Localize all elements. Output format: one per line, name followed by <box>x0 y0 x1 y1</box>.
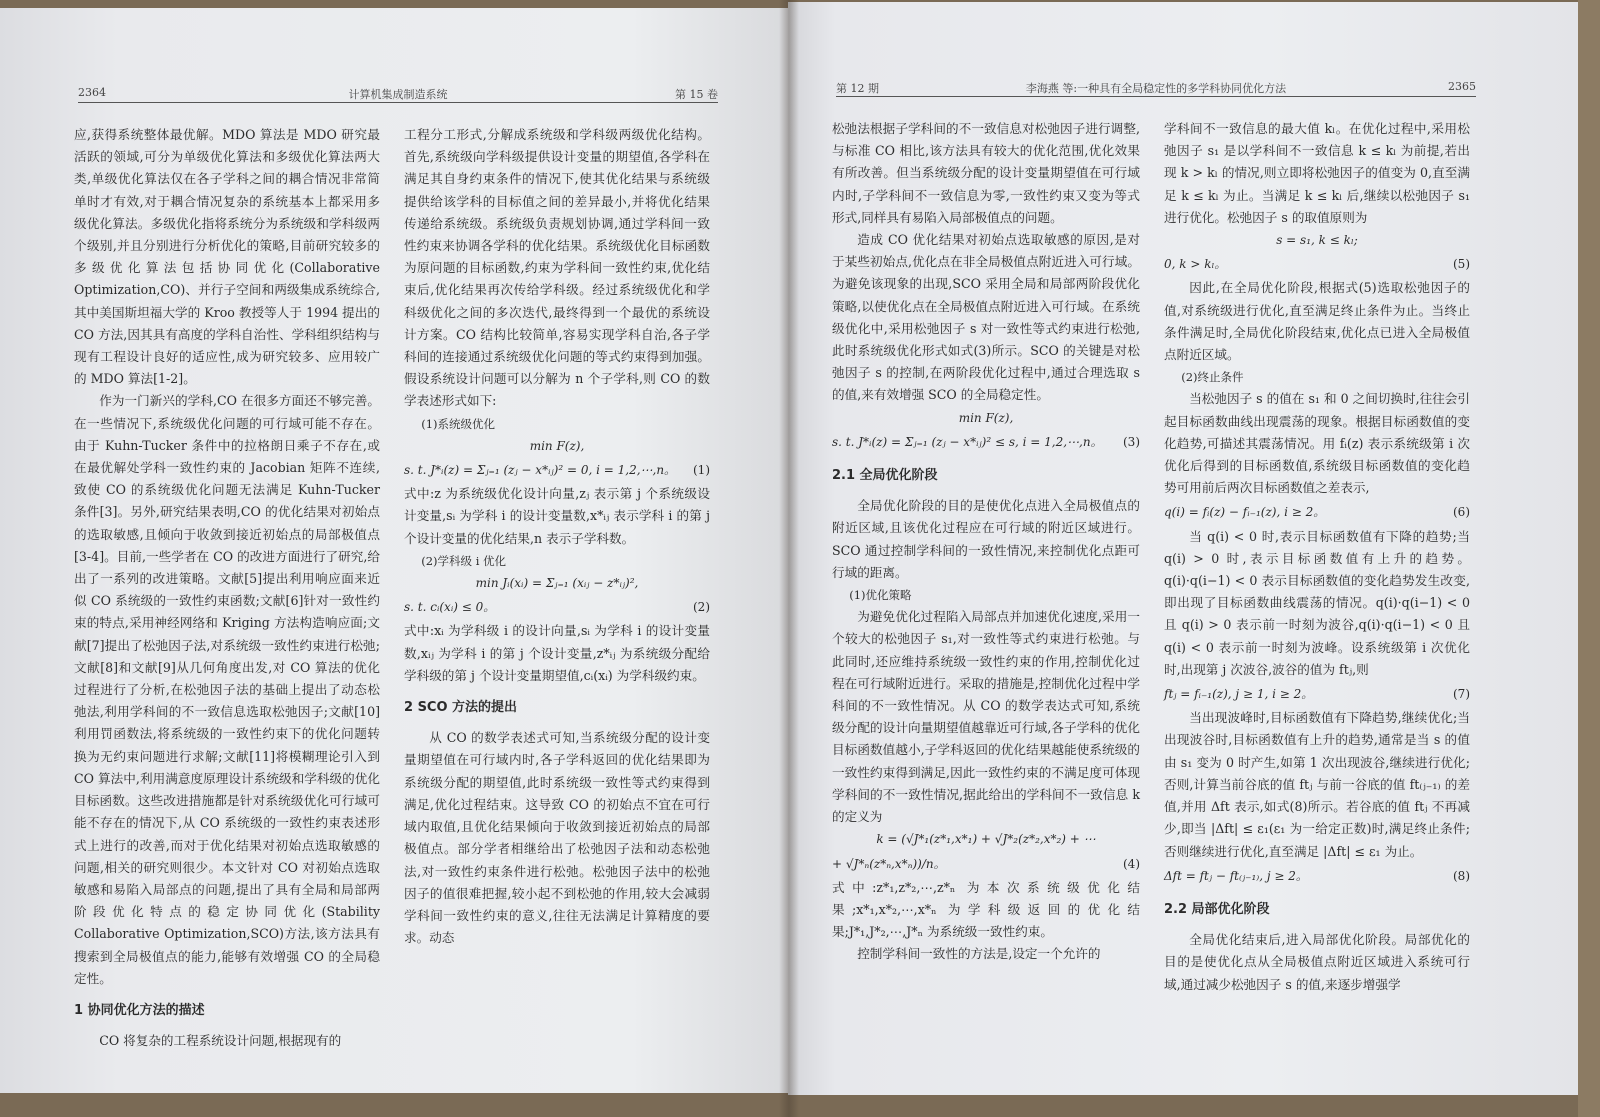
book-gutter <box>779 0 799 1117</box>
equation <box>1164 863 1470 889</box>
paragraph: 作为一门新兴的学科,CO 在很多方面还不够完善。在一些情况下,系统级优化问题的可行域可能不存在。由于 Kuhn-Tucker 条件中的拉格朗日乘子不存在,或在最优解处学科一致性约束的 Jacobian 矩阵不连续,致使 CO 的系统级优化问题无法满足 Kuhn-Tucker 条件[3]。另外,研究结果表明,CO 的优化结果对初始点的选取敏感,且倾向于收敛到接近初始点的局部极值点[3-4]。目前,一些学者在 CO 的改进方面进行了研究,给出了一系列的改进策略。文献[5]提出利用响应面来近似 CO 系统级的一致性约束函数;文献[6]针对一致性约束的特点,采用神经网络和 Kriging 方法构造响应面;文献[7]提出了松弛因子法,对系统级一致性约束进行松弛;文献[8]和文献[9]从几何角度出发,对 CO 算法的优化过程进行了分析,在松弛因子法的基础上提出了动态松弛法,利用学科间的不一致信息选取松弛因子;文献[10]利用罚函数法,将系统级的一致性约束下的优化问题转换为无约束问题进行求解;文献[11]将模糊理论引入到 CO 算法中,利用满意度原理设计系统级和学科级的优化目标函数。这些改进措施都是针对系统级优化可行域可能不存在的情况下,从 CO 系统级的一致性约束表述形式上进行的改善,而对于优化结果对初始点选取敏感的问题,相关的研究则很少。本文针对 CO 对初始点选取敏感和易陷入局部点的问题,提出了具有全局和局部两阶段优化特点的稳定协同优化(Stability Collaborative Optimization,SCO)方法,该方法具有搜索到全局极值点的能力,能够有效增强 CO 的全局稳定性。 <box>74 393 380 986</box>
paragraph: 式中:z*₁,z*₂,⋯,z*ₙ 为本次系统级优化结果;x*₁,x*₂,⋯,x*ₙ 为学科级返回的优化结果;J*₁,J*₂,⋯,J*ₙ 为系统级一致性约束。 <box>832 879 1140 940</box>
subheading: (2)学科级 i 优化 <box>421 553 507 568</box>
equation <box>404 457 710 483</box>
equation-body: + √J*ₙ(z*ₙ,x*ₙ))/n。 <box>832 856 946 871</box>
section-heading: 2 SCO 方法的提出 <box>404 700 518 716</box>
equation: min F(z), <box>529 438 585 453</box>
equation <box>832 429 1140 455</box>
paragraph: 式中:xᵢ 为学科级 i 的设计向量,sᵢ 为学科 i 的设计变量数,xᵢⱼ 为学科 i 的第 j 个设计变量,z*ᵢⱼ 为系统级分配给学科级的第 j 个设计变量期望值,cᵢ(xᵢ) 为学科级约束。 <box>404 623 710 683</box>
right-column-2 <box>1164 118 1470 996</box>
book-edge <box>1578 0 1600 1117</box>
left-page <box>0 8 788 1093</box>
section-heading: 2.1 全局优化阶段 <box>832 468 938 484</box>
equation-body: s. t. J*ᵢ(z) = Σⱼ₌₁ (zⱼ − x*ᵢⱼ)² = 0, i = 1,2,⋯,n。 <box>404 463 677 478</box>
equation-number: (3) <box>1123 434 1140 449</box>
equation <box>1164 681 1470 707</box>
paragraph: CO 将复杂的工程系统设计问题,根据现有的 <box>99 1033 342 1049</box>
equation-body: s. t. J*ᵢ(z) = Σⱼ₌₁ (zⱼ − x*ᵢⱼ)² ≤ s, i = 1,2,⋯,n。 <box>832 434 1103 449</box>
article-title: 李海燕 等:一种具有全局稳定性的多学科协同优化方法 <box>1025 82 1287 95</box>
equation-body: 0, k > kₗ。 <box>1164 257 1227 272</box>
paragraph: 控制学科间一致性的方法是,设定一个允许的 <box>857 946 1101 962</box>
journal-title: 计算机集成制造系统 <box>348 88 448 101</box>
right-page-number: 2365 <box>1448 80 1476 93</box>
section-heading: 1 协同优化方法的描述 <box>74 1002 205 1018</box>
equation <box>832 851 1140 877</box>
paragraph: 应,获得系统整体最优解。MDO 算法是 MDO 研究最活跃的领域,可分为单级优化算法和多级优化算法两大类,单级优化算法仅在各子学科之间的耦合情况非常简单时才有效,对于耦合情况复杂的系统基本上都采用多级优化算法。多级优化指将系统分为系统级和学科级两个级别,并且分别进行分析优化的策略,目前研究较多的多级优化算法包括协同优化(Collaborative Optimization,CO)、并行子空间和两级集成系统综合,其中美国斯坦福大学的 Kroo 教授等人于 1994 提出的 CO 方法,因其具有高度的学科自治性、学科组织结构与现有工程设计良好的适应性,成为研究较多、应用较广的 MDO 算法[1-2]。 <box>74 127 380 387</box>
equation-number: (7) <box>1453 687 1470 702</box>
paragraph: 工程分工形式,分解成系统级和学科级两级优化结构。首先,系统级向学科级提供设计变量的期望值,各学科在满足其自身约束条件的情况下,使其优化结果与系统级提供给该学科的目标值之间的差异最小,并将优化结果传递给系统级。系统级负责规划协调,通过学科间一致性约束来协调各学科的优化结果。系统级优化目标函数为原问题的目标函数,约束为学科间一致性约束,优化结束后,优化结果再次传给学科级。经过系统级优化和学科级优化之间的多次迭代,最终得到一个最优的系统设计方案。CO 结构比较简单,容易实现学科自治,各子学科间的连接通过系统级优化问题的等式约束得到加强。假设系统设计问题可以分解为 n 个子学科,则 CO 的数学表述形式如下: <box>404 127 710 409</box>
left-column-2 <box>404 124 710 949</box>
paragraph: 为避免优化过程陷入局部点并加速优化速度,采用一个较大的松弛因子 s₁,对一致性等式约束进行松弛。与此同时,还应维持系统级一致性约束的作用,控制优化过程在可行域附近进行。采取的措施是,控制优化过程中学科间的不一致性情况。从 CO 的数学表达式可知,系统级分配的设计向量期望值越靠近可行域,各子学科的优化目标函数值越小,子学科返回的优化结果越能使系统级的一致性约束得到满足,因此一致性约束的不满足度可体现学科间的不一致性情况,据此给出的学科间不一致信息 k 的定义为 <box>832 609 1140 825</box>
left-page-number: 2364 <box>78 86 106 99</box>
paragraph: 全局优化阶段的目的是使优化点进入全局极值点的附近区域,且该优化过程应在可行域的附近区域进行。SCO 通过控制学科间的一致性情况,来控制优化点距可行域的距离。 <box>832 498 1140 580</box>
equation-body: ftⱼ = fᵢ₋₁(z), j ≥ 1, i ≥ 2。 <box>1164 687 1314 702</box>
issue-label: 第 12 期 <box>836 82 879 95</box>
paragraph: 松弛法根据子学科间的不一致信息对松弛因子进行调整,与标准 CO 相比,该方法具有较大的优化范围,优化效果有所改善。但当系统级分配的设计变量期望值在可行域内时,子学科间不一致信息为零,一致性约束又变为等式形式,同样具有易陷入局部极值点的问题。 <box>832 121 1140 225</box>
right-column-1 <box>832 118 1140 966</box>
equation-number: (6) <box>1453 505 1470 520</box>
section-heading: 2.2 局部优化阶段 <box>1164 901 1270 917</box>
paragraph: 当 q(i) < 0 时,表示目标函数值有下降的趋势;当 q(i) > 0 时,表示目标函数值有上升的趋势。q(i)·q(i−1) < 0 表示目标函数值的变化趋势发生改变,即出现了目标函数曲线震荡的情况。q(i)·q(i−1) < 0 且 q(i) > 0 表示前一时刻为波谷,q(i)·q(i−1) < 0 且 q(i) < 0 表示前一时刻为波峰。设系统级第 i 次优化时,出现第 j 次波谷,波谷的值为 ftⱼ,则 <box>1164 528 1470 677</box>
paragraph: 学科间不一致信息的最大值 kₗ。在优化过程中,采用松弛因子 s₁ 是以学科间不一致信息 k ≤ kₗ 为前提,若出现 k > kₗ 的情况,则立即将松弛因子的值变为 0,直至满足 k ≤ kₗ 为止。当满足 k ≤ kₗ 后,继续以松弛因子 s₁ 进行优化。松弛因子 s 的取值原则为 <box>1164 121 1470 225</box>
equation <box>404 594 710 620</box>
paragraph: 造成 CO 优化结果对初始点选取敏感的原因,是对于某些初始点,优化点在非全局极值点附近进入可行域。为避免该现象的出现,SCO 采用全局和局部两阶段优化策略,以使优化点在全局极值点附近进入可行域。在系统级优化中,采用松弛因子 s 对一致性等式约束进行松弛,此时系统级优化形式如式(3)所示。SCO 的关键是对松弛因子 s 的控制,在两阶段优化过程中,通过合理选取 s 的值,来有效增强 SCO 的全局稳定性。 <box>832 232 1140 403</box>
equation-body: s. t. cᵢ(xᵢ) ≤ 0。 <box>404 600 496 615</box>
right-page <box>788 2 1580 1095</box>
paragraph: 全局优化结束后,进入局部优化阶段。局部优化的目的是使优化点从全局极值点附近区域进入系统可行域,通过减少松弛因子 s 的值,来逐步增强学 <box>1164 932 1470 992</box>
paragraph: 式中:z 为系统级优化设计向量,zⱼ 表示第 j 个系统级设计变量,sᵢ 为学科 i 的设计变量数,x*ᵢⱼ 表示学科 i 的第 j 个设计变量的优化结果,n 表示子学科数。 <box>404 486 710 546</box>
equation-body: q(i) = fᵢ(z) − fᵢ₋₁(z), i ≥ 2。 <box>1164 505 1326 520</box>
equation: min F(z), <box>958 410 1014 425</box>
right-running-header <box>836 78 1476 97</box>
paragraph: 当出现波峰时,目标函数值有下降趋势,继续优化;当出现波谷时,目标函数值有上升的趋势,通常是当 s 的值由 s₁ 变为 0 时产生,如第 1 次出现波谷,继续进行优化;否则,计算当前谷底的值 ftⱼ 与前一谷底的值 ft₍ⱼ₋₁₎ 的差值,并用 Δft 表示,如式(8)所示。若谷底的值 ftⱼ 不再减少,即当 |Δft| ≤ ε₁(ε₁ 为一给定正数)时,满足终止条件;否则继续进行优化,直至满足 |Δft| ≤ ε₁ 为止。 <box>1164 710 1470 859</box>
equation <box>1164 251 1470 277</box>
subheading: (1)优化策略 <box>849 588 912 603</box>
paragraph: 因此,在全局优化阶段,根据式(5)选取松弛因子的值,对系统级进行优化,直至满足终止条件为止。当终止条件满足时,全局优化阶段结束,优化点已进入全局极值点附近区域。 <box>1164 280 1470 363</box>
volume-label: 第 15 卷 <box>675 88 718 101</box>
equation-number: (4) <box>1123 856 1140 871</box>
equation-number: (1) <box>693 463 710 478</box>
equation <box>1164 499 1470 525</box>
equation-number: (5) <box>1453 257 1470 272</box>
equation-number: (2) <box>693 600 710 615</box>
subheading: (1)系统级优化 <box>421 416 496 431</box>
equation: min Jᵢ(xᵢ) = Σⱼ₌₁ (xᵢⱼ − z*ᵢⱼ)², <box>475 576 639 591</box>
equation-body: Δft = ftⱼ − ft₍ⱼ₋₁₎, j ≥ 2。 <box>1164 868 1308 883</box>
left-running-header <box>78 84 718 103</box>
subheading: (2)终止条件 <box>1181 370 1244 385</box>
left-column-1 <box>74 124 380 1052</box>
paragraph: 从 CO 的数学表述式可知,当系统级分配的设计变量期望值在可行域内时,各子学科返回的优化结果即为系统级分配的期望值,此时系统级一致性等式约束得到满足,优化过程结束。这导致 CO 的初始点不宜在可行域内取值,且优化结果倾向于收敛到接近初始点的局部极值点。部分学者相继给出了松弛因子法和动态松弛法,对一致性约束条件进行松弛。松弛因子法中的松弛因子的值很难把握,较小起不到松弛的作用,较大会减弱学科间一致性约束的意义,往往无法满足计算精度的要求。动态 <box>404 730 710 946</box>
equation: s = s₁, k ≤ kₗ; <box>1276 233 1358 248</box>
equation: k = (√J*₁(z*₁,x*₁) + √J*₂(z*₂,x*₂) + ⋯ <box>876 832 1096 847</box>
equation-number: (8) <box>1453 868 1470 883</box>
paragraph: 当松弛因子 s 的值在 s₁ 和 0 之间切换时,往往会引起目标函数曲线出现震荡的现象。根据目标函数值的变化趋势,可描述其震荡情况。用 fᵢ(z) 表示系统级第 i 次优化后得到的目标函数值,系统级目标函数值的变化趋势可用前后两次目标函数值之差表示, <box>1164 391 1470 496</box>
